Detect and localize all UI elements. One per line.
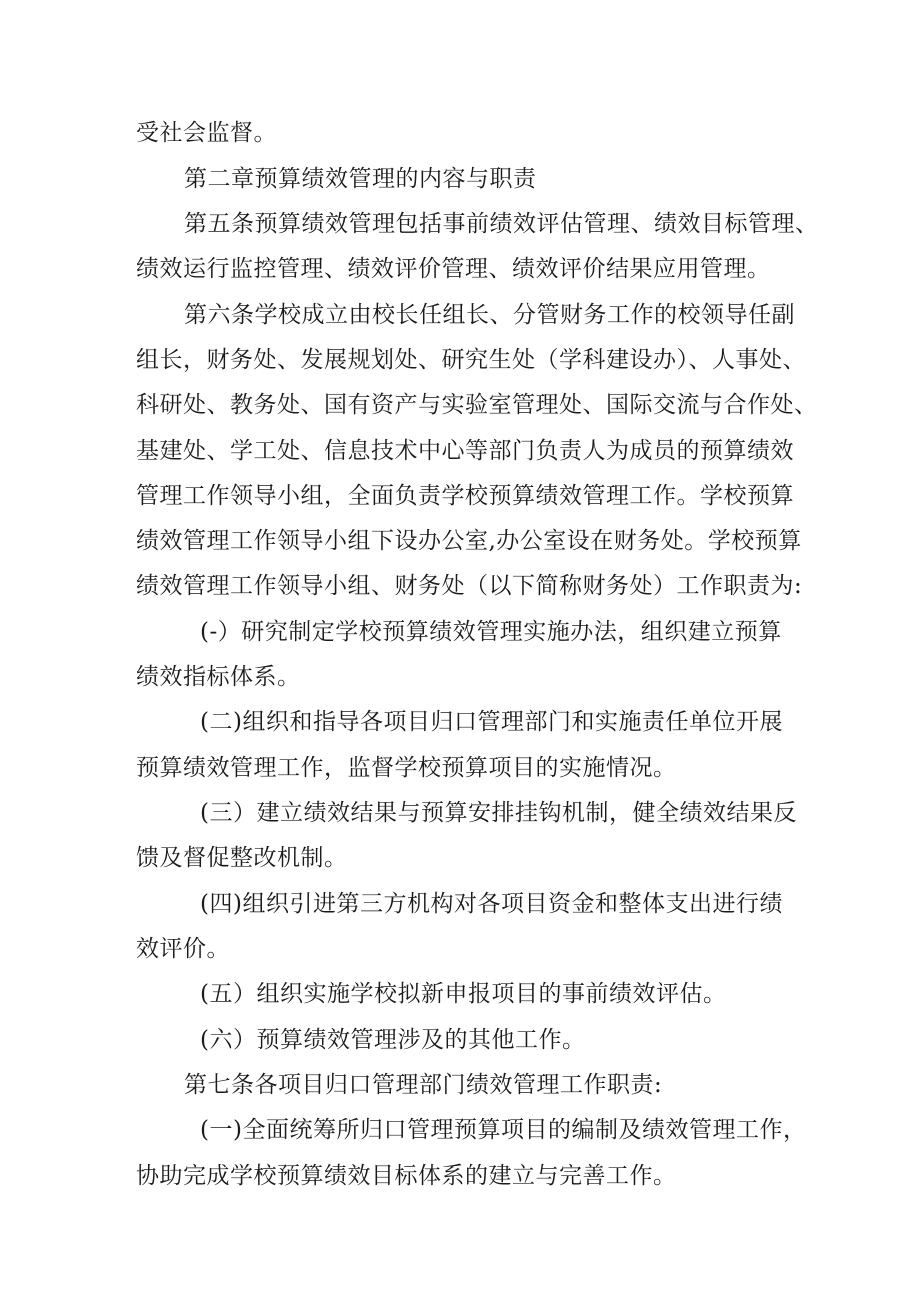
text-line: 效评价。 [136, 936, 230, 962]
text-line: (三）建立绩效结果与预算安排挂钩机制，健全绩效结果反 [200, 800, 797, 826]
text-line: 第六条学校成立由校长任组长、分管财务工作的校领导任副 [184, 302, 795, 328]
text-line: 管理工作领导小组，全面负责学校预算绩效管理工作。学校预算 [136, 483, 794, 509]
text-line: (二)组织和指导各项目归口管理部门和实施责任单位开展 [200, 709, 783, 735]
text-line: 受社会监督。 [136, 120, 277, 146]
text-line: 第七条各项目归口管理部门绩效管理工作职责: [184, 1072, 663, 1098]
text-line: (四)组织引进第三方机构对各项目资金和整体支出进行绩 [200, 891, 783, 917]
text-line: 绩效管理工作领导小组下设办公室,办公室设在财务处。学校预算 [136, 528, 802, 554]
text-line: 绩效运行监控管理、绩效评价管理、绩效评价结果应用管理。 [136, 256, 771, 282]
text-line: 预算绩效管理工作，监督学校预算项目的实施情况。 [136, 755, 677, 781]
chapter-heading: 第二章预算绩效管理的内容与职责 [184, 166, 537, 192]
text-line: 绩效管理工作领导小组、财务处（以下简称财务处）工作职责为: [136, 573, 803, 599]
text-line: 科研处、教务处、国有资产与实验室管理处、国际交流与合作处、 [136, 392, 818, 418]
text-line: 第五条预算绩效管理包括事前绩效评估管理、绩效目标管理、 [184, 211, 819, 237]
text-line: (六）预算绩效管理涉及的其他工作。 [200, 1027, 586, 1053]
text-line: 组长，财务处、发展规划处、研究生处（学科建设办）、人事处、 [136, 347, 806, 373]
text-line: (一)全面统筹所归口管理预算项目的编制及绩效管理工作， [200, 1117, 807, 1143]
text-line: 馈及督促整改机制。 [136, 845, 348, 871]
text-line: 基建处、学工处、信息技术中心等部门负责人为成员的预算绩效 [136, 438, 794, 464]
text-line: 绩效指标体系。 [136, 664, 301, 690]
text-line: (五）组织实施学校拟新申报项目的事前绩效评估。 [200, 981, 727, 1007]
text-line: 协助完成学校预算绩效目标体系的建立与完善工作。 [136, 1163, 677, 1189]
text-line: (-）研究制定学校预算绩效管理实施办法，组织建立预算 [200, 619, 782, 645]
